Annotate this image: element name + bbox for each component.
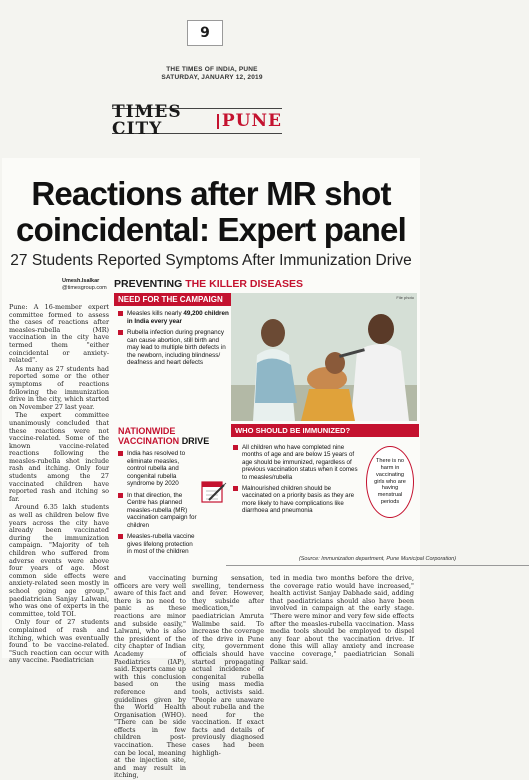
dateline-paper: THE TIMES OF INDIA, PUNE xyxy=(166,66,258,73)
bullet-item xyxy=(118,329,230,367)
headline xyxy=(2,176,420,248)
byline xyxy=(62,278,107,292)
article-clipping xyxy=(2,158,457,780)
source-note: (Source: Immunization department, Pune Municipal Corporation) xyxy=(226,556,529,566)
bullet-item: India has resolved to eliminate measles, control rubella and congenital rubella syndrome by 2020 xyxy=(118,450,198,488)
paragraph: As many as 27 students had reported some or the other symptoms of reactions following the immunization drive in the city, which started on November 27 last year. xyxy=(9,364,109,411)
article-column-3: burning sensation, swelling, tenderness and fever. However, they subside after medication," paediatrician Amruta Walimbe said. To increase the coverage of the drive in Pune city, government officials should have started propagating actual incidence of congenital rubella using mass media tools, activists said. "People are unaware about rubella and the need for the vaccination. If exact facts and details of previously diagnosed cases had been highligh- xyxy=(192,574,264,757)
info-box xyxy=(114,278,457,568)
bullet-item: All children who have completed nine months of age and are below 15 years of age should be immunized, regardless of previous vaccination status when it comes to measles/rubella xyxy=(233,444,359,481)
page-number: 9 xyxy=(187,20,223,46)
masthead xyxy=(112,102,282,139)
bullet-item xyxy=(118,310,230,325)
paragraph: The expert committee unanimously concluded that these reactions were not vaccine-related. Some of the known vaccine-related reactions following the measles-rubella shot include rash and itching. Only four students among the 27 vaccinated children have reported rash and itching so far. xyxy=(9,411,109,503)
article-column-2: and vaccinating officers are very well aware of this fact and there is no need to panic as these reactions are minor and subside easily," Lalwani, who is also the president of the city chapter of Indian Academy of Paediatrics (IAP), said. Experts came up with this conclusion based on the reference and guidelines given by the World Health Organisation (WHO). "There can be side effects in few children post-vaccination. These can be local, meaning at the injection site, and may result in itching, xyxy=(114,574,186,780)
dateline-date: SATURDAY, JANUARY 12, 2019 xyxy=(161,74,263,81)
who-bullets xyxy=(233,444,359,519)
headline-line-1: Reactions after MR shot xyxy=(31,175,391,212)
bullet-item: In that direction, the Centre has planned measles-rubella (MR) vaccination campaign for children xyxy=(118,492,198,530)
bullet-text: Rubella infection during pregnancy can cause abortion, still birth and may lead to multiple birth defects in the newborn, including blindness/ deafness and heart defects xyxy=(127,329,226,366)
who-tab: WHO SHOULD BE IMMUNIZED? xyxy=(231,424,419,437)
photo-credit: File photo xyxy=(396,295,414,300)
info-box-title-black: PREVENTING xyxy=(114,278,183,290)
bullet-item: Malnourished children should be vaccinated on a priority basis as they are more likely to have complications like diarrhoea and pneumonia xyxy=(233,485,359,515)
deck-subheadline: 27 Students Reported Symptoms After Immunization Drive xyxy=(10,252,412,269)
paragraph: Only four of 27 students complained of rash and itching, which was eventually found to be vaccine-related. "Such reaction can occur with any vaccine. Paediatrician xyxy=(9,618,109,665)
dateline xyxy=(0,66,424,82)
photo-illustration xyxy=(231,293,417,421)
campaign-tab: NEED FOR THE CAMPAIGN xyxy=(114,293,233,306)
drive-heading-black: DRIVE xyxy=(181,436,210,446)
bullet-text: Measles kills nearly xyxy=(127,310,184,317)
bullet-item: Measles-rubella vaccine gives lifelong protection in most of the children xyxy=(118,533,198,556)
article-column-4: ted in media two months before the drive, the coverage ratio would have increased," health activist Sanjay Dabhade said, adding that paediatricians should also have been involved in campaign at the early stage. "There were minor and very few side effects after the measles-rubella vaccination. Mass media tools should be employed to dispel any fear about the vaccination drive. If done this will allay anxiety and increase vaccine coverage," paediatrician Sonali Palkar said. xyxy=(270,574,414,666)
masthead-divider xyxy=(217,114,219,129)
oval-note-text: There is no harm in vaccinating girls who are having menstrual periods xyxy=(374,458,406,505)
masthead-times-city: TIMES CITY xyxy=(112,102,182,139)
info-box-title-red: THE KILLER DISEASES xyxy=(185,278,304,290)
masthead-pune: PUNE xyxy=(221,110,282,131)
campaign-bullets xyxy=(118,310,230,371)
bullet-bold: 49,200 children in India every year xyxy=(127,310,229,325)
drive-bullets xyxy=(118,450,198,560)
paragraph: Pune: A 16-member expert committee formed to assess the cases of reactions after measles-rubella (MR) vaccination in the city have termed them "either coincidental or anxiety-related". xyxy=(9,303,109,365)
vaccination-photo xyxy=(231,293,417,421)
byline-name: Umesh.Isalkar xyxy=(62,278,100,284)
drive-heading-red: NATIONWIDE VACCINATION xyxy=(118,426,180,446)
oval-note xyxy=(366,446,414,518)
calendar-syringe-icon xyxy=(200,478,226,504)
headline-line-2: coincidental: Expert panel xyxy=(16,211,406,248)
drive-heading xyxy=(118,426,228,446)
paragraph: Around 6.35 lakh students as well as children below five years across the city have already been vaccinated during the immunization campaign. "Majority of teh children who suffered from adverse events were above four years of age. Most common side effects were anxiety-related seen mostly in school going age group," paediatrician Sanjay Lalwani, who was one of experts in the committee, told TOI. xyxy=(9,503,109,618)
info-box-title xyxy=(114,278,414,290)
byline-handle: @timesgroup.com xyxy=(62,285,107,291)
article-column-1 xyxy=(9,303,109,665)
